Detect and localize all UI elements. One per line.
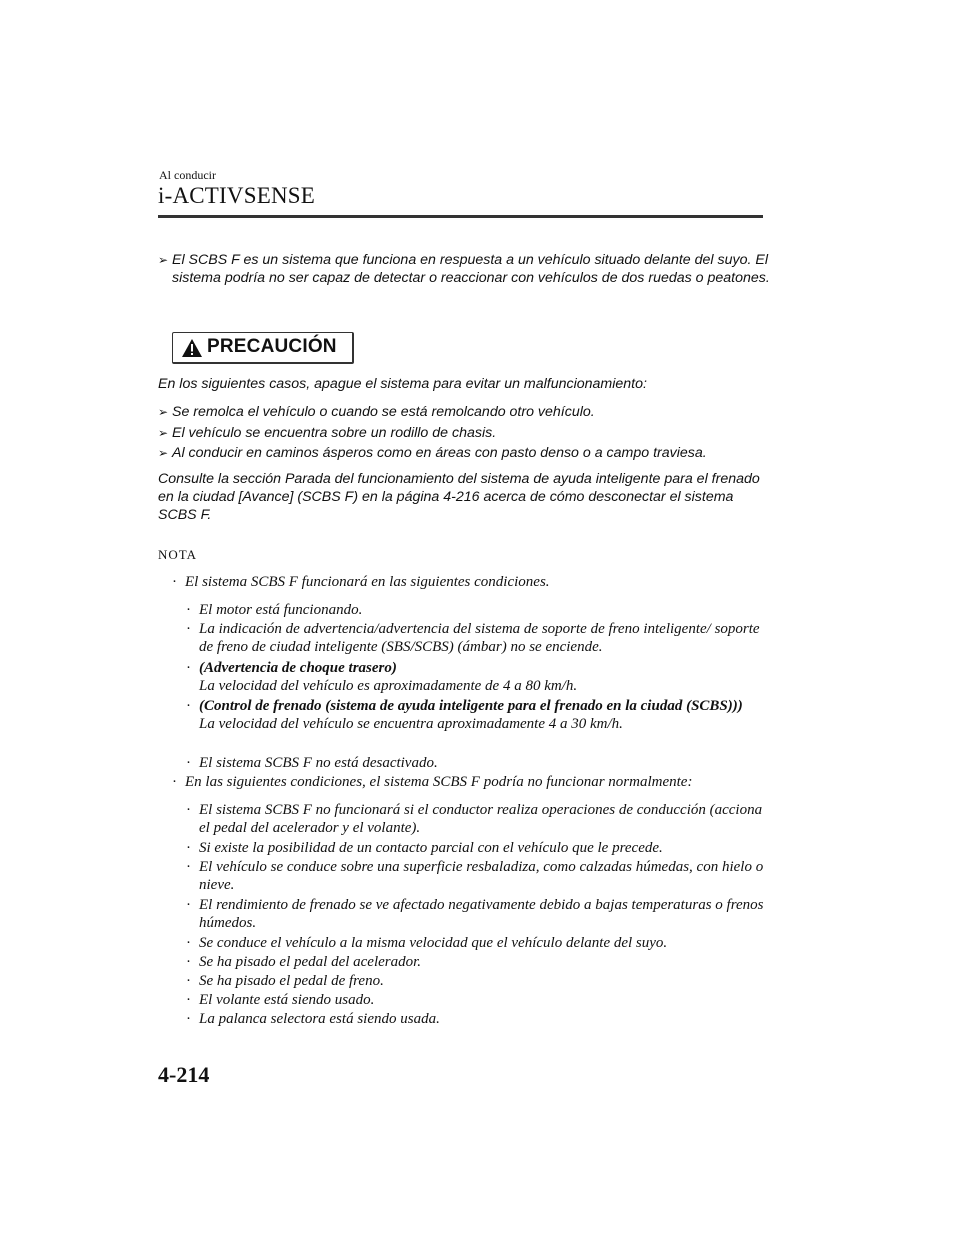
note-sub-bullet: [186, 754, 769, 772]
warning-triangle-icon: [181, 338, 203, 358]
note-bullet-text: En las siguientes condiciones, el sistema SCBS F podría no funcionar normalmente:: [185, 774, 693, 790]
note-sub-bullet-text: La velocidad del vehículo es aproximadamente de 4 a 80 km/h.: [199, 678, 578, 694]
intro-item: [158, 251, 782, 287]
bullet-dot-icon: ·: [186, 660, 191, 676]
note-sub-bullet-text: El motor está funcionando.: [199, 602, 363, 618]
note-sub-bullet: [186, 839, 769, 857]
bullet-dot-icon: ·: [186, 802, 191, 818]
caution-title: PRECAUCIÓN: [207, 336, 337, 357]
bullet-dot-icon: ·: [186, 840, 191, 856]
intro-item-text: El SCBS F es un sistema que funciona en respuesta a un vehículo situado delante del suyo. El sistema podría no ser capaz de detectar o reaccionar con vehículos de dos ruedas o peatones.: [172, 252, 770, 286]
note-sub-bullet-text: El vehículo se conduce sobre una superficie resbaladiza, como calzadas húmedas, con hielo o nieve.: [199, 859, 764, 893]
bullet-dot-icon: ·: [186, 621, 191, 637]
bullet-dot-icon: ·: [186, 935, 191, 951]
note-sub-bullet-text: Se ha pisado el pedal de freno.: [199, 973, 384, 989]
note-sub-bullet-text: El volante está siendo usado.: [199, 992, 375, 1008]
caution-item-text: Se remolca el vehículo o cuando se está remolcando otro vehículo.: [172, 404, 595, 420]
bullet-dot-icon: ·: [186, 954, 191, 970]
caution-item-text: El vehículo se encuentra sobre un rodillo de chasis.: [172, 425, 497, 441]
note-bullet: [172, 773, 775, 791]
note-sub-bullet-text: Se conduce el vehículo a la misma velocidad que el vehículo delante del suyo.: [199, 935, 668, 951]
note-sub-bullet-text: El sistema SCBS F no está desactivado.: [199, 755, 438, 771]
bullet-dot-icon: ·: [186, 1011, 191, 1027]
note-sub-bullet: [186, 620, 769, 656]
caution-item-text: Al conducir en caminos ásperos como en áreas con pasto denso o a campo traviesa.: [172, 445, 707, 461]
bullet-dot-icon: ·: [172, 574, 177, 590]
note-sub-bullet: [186, 659, 769, 695]
note-sub-bullet-text: El sistema SCBS F no funcionará si el conductor realiza operaciones de conducción (acciona el pedal del acelerador y el volante).: [199, 802, 763, 836]
note-sub-bullet: [186, 858, 769, 894]
note-sub-bullet-text: La palanca selectora está siendo usada.: [199, 1011, 440, 1027]
bullet-dot-icon: ·: [186, 859, 191, 875]
bullet-dot-icon: ·: [172, 774, 177, 790]
note-sub-bullet-text: La velocidad del vehículo se encuentra aproximadamente 4 a 30 km/h.: [199, 716, 623, 732]
note-sub-bullet: [186, 697, 769, 733]
note-sub-bullet-heading: (Advertencia de choque trasero): [199, 660, 397, 676]
bullet-dot-icon: ·: [186, 698, 191, 714]
bullet-dot-icon: ·: [186, 973, 191, 989]
note-sub-bullet-heading: (Control de frenado (sistema de ayuda inteligente para el frenado en la ciudad (SCBS))): [199, 698, 743, 714]
note-sub-bullet: [186, 953, 769, 971]
heading-divider: [158, 215, 763, 218]
note-bullet: [172, 573, 775, 591]
page-number: 4-214: [158, 1062, 210, 1087]
arrow-bullet-icon: ➢: [158, 405, 169, 419]
caution-item: [158, 444, 782, 462]
bullet-dot-icon: ·: [186, 755, 191, 771]
caution-item: [158, 424, 782, 442]
page-title: i-ACTIVSENSE: [158, 183, 316, 208]
note-sub-bullet: [186, 1010, 769, 1028]
note-sub-bullet: [186, 934, 769, 952]
note-sub-bullet-text: La indicación de advertencia/advertencia del sistema de soporte de freno inteligente/ soporte de freno de ciudad inteligente (SBS/SCBS) (ámbar) no se enciende.: [199, 621, 760, 655]
note-sub-bullet: [186, 896, 769, 932]
bullet-dot-icon: ·: [186, 992, 191, 1008]
note-sub-bullet: [186, 801, 769, 837]
note-title: NOTA: [158, 547, 198, 562]
arrow-bullet-icon: ➢: [158, 426, 169, 440]
note-sub-bullet-text: Si existe la posibilidad de un contacto parcial con el vehículo que le precede.: [199, 840, 663, 856]
note-sub-bullet-text: Se ha pisado el pedal del acelerador.: [199, 954, 422, 970]
note-sub-bullet: [186, 991, 769, 1009]
caution-lead: En los siguientes casos, apague el sistema para evitar un malfuncionamiento:: [158, 376, 647, 392]
arrow-bullet-icon: ➢: [158, 253, 169, 267]
bullet-dot-icon: ·: [186, 897, 191, 913]
note-bullet-text: El sistema SCBS F funcionará en las siguientes condiciones.: [185, 574, 550, 590]
note-sub-bullet: [186, 601, 769, 619]
caution-footer: Consulte la sección Parada del funcionamiento del sistema de ayuda inteligente para el frenado en la ciudad [Avance] (SCBS F) en la página 4-216 acerca de cómo desconectar el sistema SCBS F.: [158, 471, 760, 523]
section-label: Al conducir: [159, 168, 216, 182]
caution-banner: [172, 332, 354, 364]
note-sub-bullet: [186, 972, 769, 990]
bullet-dot-icon: ·: [186, 602, 191, 618]
arrow-bullet-icon: ➢: [158, 446, 169, 460]
caution-item: [158, 403, 782, 421]
note-sub-bullet-text: El rendimiento de frenado se ve afectado negativamente debido a bajas temperaturas o frenos húmedos.: [199, 897, 764, 931]
